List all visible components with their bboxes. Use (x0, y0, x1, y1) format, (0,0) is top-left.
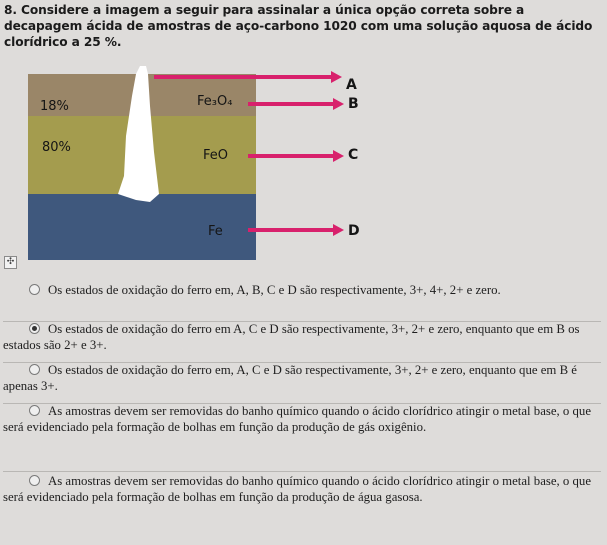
option-3[interactable] (3, 362, 601, 404)
arrow-c (248, 154, 334, 158)
arrow-a (154, 75, 332, 79)
arrow-b (248, 102, 334, 106)
label-80-percent: 80% (42, 140, 71, 155)
letter-b: B (348, 96, 359, 112)
label-fe3o4: Fe₃O₄ (197, 94, 233, 109)
letter-d: D (348, 223, 360, 239)
move-handle-icon[interactable]: ✣ (4, 256, 17, 269)
radio-button-selected[interactable] (29, 323, 40, 334)
option-text: Os estados de oxidação do ferro em, A, B, C e D são respectivamente, 3+, 4+, 2+ e zero. (48, 283, 501, 297)
oxide-layers-figure (28, 66, 406, 274)
option-5[interactable] (3, 473, 601, 539)
radio-button[interactable] (29, 475, 40, 486)
label-feo: FeO (203, 148, 228, 163)
option-text: Os estados de oxidação do ferro em, A, C e D são respectivamente, 3+, 2+ e zero, enquanto que em B é apenas 3+. (3, 363, 577, 393)
option-text: As amostras devem ser removidas do banho químico quando o ácido clorídrico atingir o metal base, o que será evidenciado pela formação de bolhas em função da produção de gás oxigênio. (3, 404, 592, 434)
letter-c: C (348, 147, 359, 163)
question-text: 8. Considere a imagem a seguir para assinalar a única opção correta sobre a decapagem ácida de amostras de aço-carbono 1020 com uma solução aquosa de ácido clorídrico a 25 %. (4, 3, 593, 49)
radio-button[interactable] (29, 405, 40, 416)
option-1[interactable] (3, 282, 601, 322)
option-4[interactable] (3, 403, 601, 472)
arrow-d (248, 228, 334, 232)
label-18-percent: 18% (40, 99, 69, 114)
option-2[interactable] (3, 321, 601, 363)
radio-button[interactable] (29, 364, 40, 375)
option-text: As amostras devem ser removidas do banho químico quando o ácido clorídrico atingir o metal base, o que será evidenciado pela formação de bolhas em função da produção de água gasosa. (3, 474, 592, 504)
radio-button[interactable] (29, 284, 40, 295)
option-text: Os estados de oxidação do ferro em A, C e D são respectivamente, 3+, 2+ e zero, enquanto que em B os estados são 2+ e 3+. (3, 322, 580, 352)
label-fe: Fe (208, 224, 223, 239)
letter-a: A (346, 77, 357, 93)
